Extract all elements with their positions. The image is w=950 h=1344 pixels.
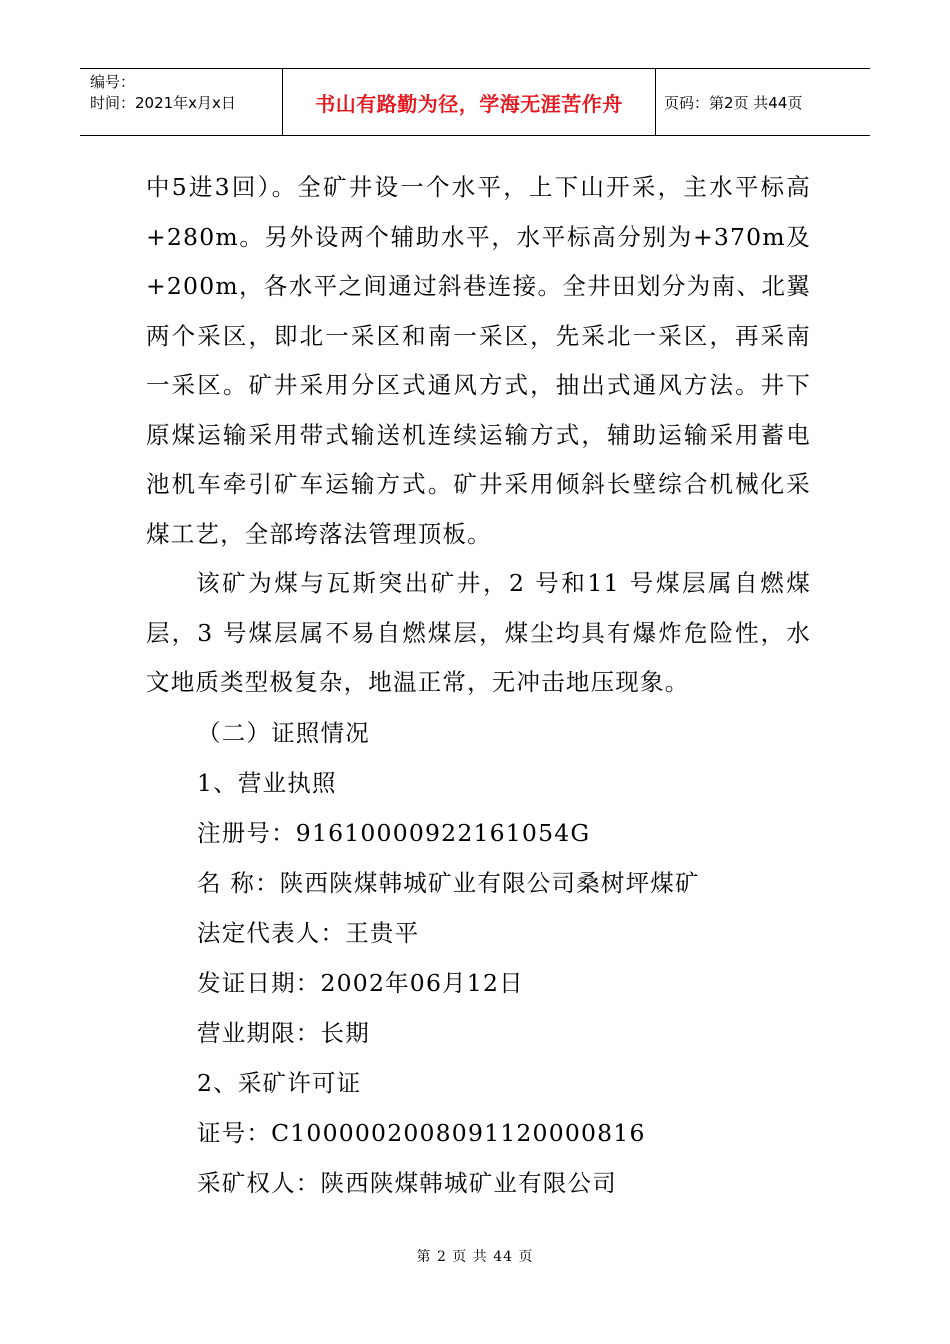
page-header [80,68,870,136]
business-term: 营业期限：长期 [197,1018,370,1047]
company-name: 名 称：陕西陕煤韩城矿业有限公司桑树坪煤矿 [197,868,700,897]
registration-number: 注册号：91610000922161054G [197,818,591,847]
header-page-info: 页码：第2页 共44页 [664,93,803,112]
document-body [146,163,811,1208]
number-label: 编号： [90,73,136,91]
legal-representative: 法定代表人：王贵平 [197,918,420,947]
item-mining-license: 2、采矿许可证 [197,1068,362,1097]
certificate-number: 证号：C1000002008091120000816 [197,1118,646,1147]
issue-date: 发证日期：2002年06月12日 [197,968,524,997]
mining-right-holder: 采矿权人：陕西陕煤韩城矿业有限公司 [197,1168,617,1197]
page-footer: 第 2 页 共 44 页 [416,1249,534,1265]
item-business-license: 1、营业执照 [197,768,337,797]
paragraph-hazards: 该矿为煤与瓦斯突出矿井，2 号和11 号煤层属自燃煤层，3 号煤层属不易自燃煤层，煤尘均具有爆炸危险性，水文地质类型极复杂，地温正常，无冲击地压现象。 [146,569,811,696]
header-meta [80,69,283,135]
section-heading: （二）证照情况 [197,718,370,747]
paragraph-mine-layout: 中5进3回）。全矿井设一个水平，上下山开采，主水平标高+280m。另外设两个辅助水平，水平标高分别为+370m及+200m，各水平之间通过斜巷连接。全井田划分为南、北翼两个采区，即北一采区和南一采区，先采北一采区，再采南一采区。矿井采用分区式通风方式，抽出式通风方法。井下原煤运输采用带式输送机连续运输方式，辅助运输采用蓄电池机车牵引矿车运输方式。矿井采用倾斜长壁综合机械化采煤工艺，全部垮落法管理顶板。 [146,173,811,548]
time-label: 时间：2021年x月x日 [90,94,236,112]
header-motto: 书山有路勤为径，学海无涯苦作舟 [283,69,656,135]
